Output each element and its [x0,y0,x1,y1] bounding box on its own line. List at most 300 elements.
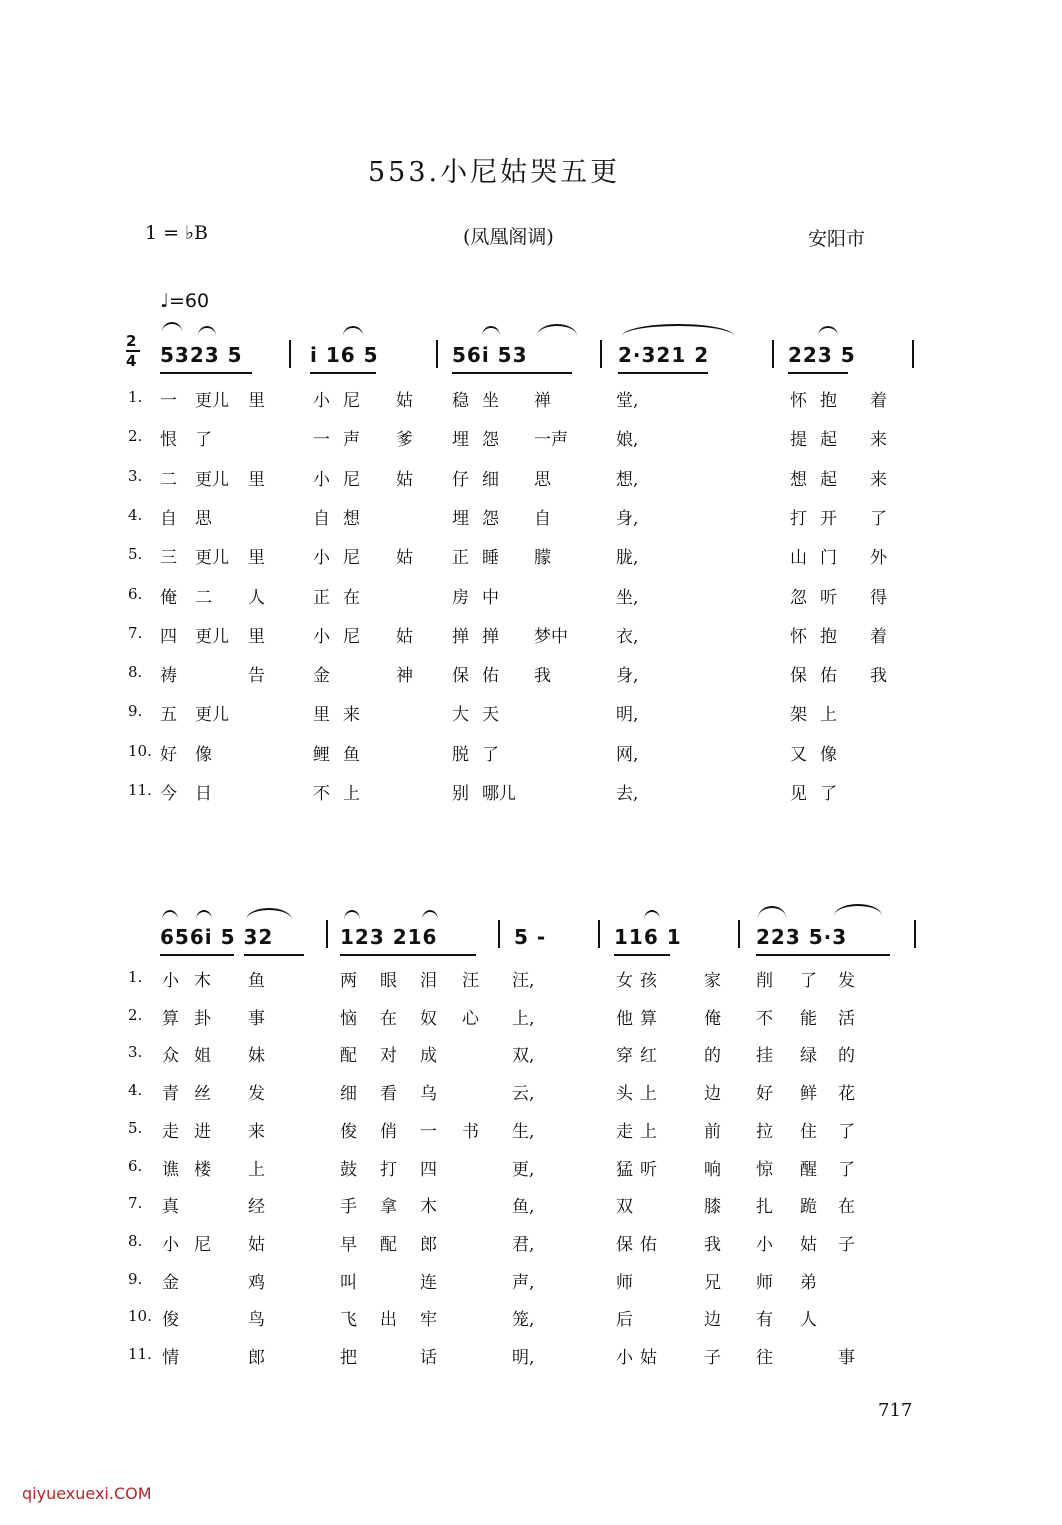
lyric-syllable: 郎 [248,1348,265,1368]
lyric-syllable: 生, [512,1121,535,1142]
lyric-syllable: 边 [704,1084,721,1105]
lyric-syllable: 卦 [194,1008,211,1029]
lyric-syllable: 算 [162,1008,179,1029]
lyric-syllable: 君, [512,1234,535,1255]
lyric-syllable: 想, [616,469,639,490]
lyric-syllable: 妹 [248,1046,265,1067]
barline [326,920,328,948]
slur [758,906,786,918]
lyric-syllable: 架 [790,705,807,726]
song-title: 553.小尼姑哭五更 [368,157,621,188]
barline [738,920,740,948]
slur [644,910,660,920]
lyric-syllable: 俊 [162,1310,179,1331]
verse-number: 1. [128,388,143,406]
verse-number: 10. [128,741,152,760]
lyric-syllable: 见 [790,784,807,804]
lyric-syllable: 起 [820,469,837,490]
lyric-syllable: 弟 [800,1272,817,1293]
lyric-syllable: 姑 [800,1234,817,1255]
lyric-syllable: 三 [160,548,177,569]
lyric-syllable: 睡 [482,548,499,569]
lyric-syllable: 边 [704,1310,721,1331]
lyric-syllable: 掸 [452,626,469,647]
lyric-syllable: 中 [482,587,499,608]
lyric-syllable: 朦 [534,548,551,569]
lyric-syllable: 打 [380,1159,397,1180]
lyric-syllable: 看 [380,1084,397,1105]
measure-3: 56i 53 [452,343,528,367]
lyric-syllable: 鼓 [340,1159,357,1180]
lyric-syllable: 了 [820,784,837,804]
lyric-syllable: 猛 [616,1159,633,1180]
lyric-syllable: 子 [838,1234,855,1255]
lyric-syllable: 算 [640,1008,657,1029]
lyric-syllable: 爹 [396,430,413,451]
lyric-syllable: 房 [452,587,469,608]
lyric-syllable: 细 [340,1084,357,1105]
lyric-syllable: 发 [838,971,855,991]
verse-number: 6. [128,584,143,603]
lyric-syllable: 打 [790,508,807,529]
lyric-syllable: 小 [162,1234,179,1255]
lyric-syllable: 佑 [640,1234,657,1255]
key-signature: 1 = ♭B [145,222,209,244]
lyric-syllable: 鸟 [248,1310,265,1331]
lyric-syllable: 情 [162,1348,179,1368]
lyric-syllable: 网, [616,744,639,765]
lyric-syllable: 兄 [704,1272,721,1293]
lyric-syllable: 牢 [420,1310,437,1331]
lyric-syllable: 思 [195,508,212,529]
lyric-syllable: 抱 [820,626,837,647]
lyric-syllable: 真 [162,1197,179,1218]
beam [452,372,572,374]
lyric-syllable: 佑 [820,666,837,687]
lyric-syllable: 小 [616,1348,633,1368]
lyric-syllable: 笼, [512,1310,535,1331]
verse-number: 3. [128,466,143,485]
lyric-syllable: 早 [340,1234,357,1255]
lyric-syllable: 有 [756,1310,773,1331]
lyric-syllable: 上 [640,1121,657,1142]
slur [162,322,182,332]
lyric-syllable: 大 [452,705,469,726]
beam [160,954,234,956]
lyric-syllable: 里 [248,391,265,411]
lyric-syllable: 眼 [380,971,397,991]
lyric-syllable: 我 [870,666,887,687]
lyric-syllable: 花 [838,1084,855,1105]
measure-9: 116 1 [614,925,682,949]
lyric-syllable: 提 [790,430,807,451]
lyric-syllable: 怀 [790,391,807,411]
lyric-syllable: 小 [313,626,330,647]
lyric-syllable: 里 [313,705,330,726]
verse-number: 2. [128,1005,143,1024]
lyric-syllable: 起 [820,430,837,451]
lyric-syllable: 家 [704,971,721,991]
lyric-syllable: 在 [343,587,360,608]
tie [622,324,734,336]
measure-6: 656i 5 32 [160,925,274,949]
barline [772,340,774,368]
lyric-syllable: 尼 [194,1234,211,1255]
lyric-syllable: 四 [420,1159,437,1180]
lyric-syllable: 尼 [343,469,360,490]
lyric-syllable: 保 [616,1234,633,1255]
lyric-syllable: 走 [616,1121,633,1142]
lyric-syllable: 穿 [616,1046,633,1067]
lyric-syllable: 姑 [396,391,413,411]
lyric-syllable: 双, [512,1046,535,1067]
lyric-syllable: 怨 [482,430,499,451]
lyric-syllable: 话 [420,1348,437,1368]
lyric-syllable: 掸 [482,626,499,647]
measure-4: 2·321 2 [618,343,710,367]
lyric-syllable: 身, [616,508,639,529]
lyric-syllable: 绿 [800,1046,817,1067]
lyric-syllable: 恨 [160,430,177,451]
lyric-syllable: 更儿 [195,626,229,647]
lyric-syllable: 配 [340,1046,357,1067]
lyric-syllable: 在 [838,1197,855,1218]
lyric-syllable: 的 [838,1046,855,1067]
lyric-syllable: 我 [704,1234,721,1255]
lyric-syllable: 乌 [420,1084,437,1105]
lyric-syllable: 小 [313,391,330,411]
lyric-syllable: 来 [870,430,887,451]
verse-number: 1. [128,968,143,986]
lyric-syllable: 鸡 [248,1272,265,1293]
lyric-syllable: 一 [313,430,330,451]
lyric-syllable: 奴 [420,1008,437,1029]
measure-7: 123 216 [340,925,438,949]
beam [244,954,304,956]
barline [600,340,602,368]
lyric-syllable: 鱼 [343,744,360,765]
lyric-syllable: 坐, [616,587,639,608]
lyric-syllable: 红 [640,1046,657,1067]
lyric-syllable: 门 [820,548,837,569]
barline [914,920,916,948]
verse-number: 6. [128,1156,143,1175]
lyric-syllable: 配 [380,1234,397,1255]
lyric-syllable: 外 [870,548,887,569]
lyric-syllable: 梦中 [534,626,568,647]
lyric-syllable: 不 [756,1008,773,1029]
lyric-syllable: 脱 [452,744,469,765]
verse-number: 2. [128,427,143,446]
time-signature-bottom: 4 [126,352,138,370]
beam [340,954,476,956]
lyric-syllable: 鱼 [248,971,265,991]
lyric-syllable: 金 [162,1272,179,1293]
beam [618,372,708,374]
lyric-syllable: 更儿 [195,548,229,569]
lyric-syllable: 拉 [756,1121,773,1142]
lyric-syllable: 小 [756,1234,773,1255]
lyric-syllable: 别 [452,784,469,804]
beam [614,954,670,956]
barline [498,920,500,948]
lyric-syllable: 保 [452,666,469,687]
page-number: 717 [878,1400,913,1421]
lyric-syllable: 拿 [380,1197,397,1218]
lyric-syllable: 他 [616,1008,633,1029]
lyric-syllable: 了 [870,508,887,529]
lyric-syllable: 开 [820,508,837,529]
measure-5: 223 5 [788,343,856,367]
lyric-syllable: 更儿 [195,469,229,490]
lyric-syllable: 醒 [800,1159,817,1180]
lyric-syllable: 事 [248,1008,265,1029]
lyric-syllable: 扎 [756,1197,773,1218]
lyric-syllable: 自 [160,508,177,529]
lyric-syllable: 把 [340,1348,357,1368]
lyric-syllable: 声, [512,1272,535,1293]
lyric-syllable: 木 [420,1197,437,1218]
lyric-syllable: 了 [838,1159,855,1180]
lyric-syllable: 又 [790,744,807,765]
watermark: qiyuexuexi.COM [22,1484,152,1503]
lyric-syllable: 一 [420,1121,437,1142]
verse-number: 4. [128,505,143,524]
lyric-syllable: 哪儿 [482,784,516,804]
lyric-syllable: 禅 [534,391,551,411]
lyric-syllable: 膝 [704,1197,721,1218]
verse-number: 4. [128,1081,143,1100]
lyric-syllable: 今 [160,784,177,804]
lyric-syllable: 里 [248,469,265,490]
lyric-syllable: 小 [313,548,330,569]
lyric-syllable: 思 [534,469,551,490]
lyric-syllable: 手 [340,1197,357,1218]
lyric-syllable: 怨 [482,508,499,529]
lyric-syllable: 听 [820,587,837,608]
lyric-syllable: 住 [800,1121,817,1142]
lyric-syllable: 得 [870,587,887,608]
lyric-syllable: 好 [756,1084,773,1105]
lyric-syllable: 明, [512,1348,535,1368]
lyric-syllable: 走 [162,1121,179,1142]
tempo-mark: ♩=60 [160,290,210,312]
lyric-syllable: 汪, [512,971,535,991]
lyric-syllable: 木 [194,971,211,991]
lyric-syllable: 小 [313,469,330,490]
lyric-syllable: 鲤 [313,744,330,765]
lyric-syllable: 丝 [194,1084,211,1105]
lyric-syllable: 四 [160,626,177,647]
lyric-syllable: 惊 [756,1159,773,1180]
verse-number: 8. [128,1231,143,1250]
lyric-syllable: 更儿 [195,705,229,726]
lyric-syllable: 埋 [452,508,469,529]
lyric-syllable: 佑 [482,666,499,687]
lyric-syllable: 堂, [616,391,639,411]
lyric-syllable: 上, [512,1008,535,1029]
lyric-syllable: 云, [512,1084,535,1105]
lyric-syllable: 连 [420,1272,437,1293]
lyric-syllable: 娘, [616,430,639,451]
lyric-syllable: 师 [756,1272,773,1293]
lyric-syllable: 我 [534,666,551,687]
lyric-syllable: 汪 [462,971,479,991]
lyric-syllable: 抱 [820,391,837,411]
measure-1: 5323 5 [160,343,243,367]
time-signature-top: 2 [126,332,138,350]
lyric-syllable: 俺 [704,1008,721,1029]
lyric-syllable: 女 [616,971,633,991]
lyric-syllable: 衣, [616,626,639,647]
barline [289,340,291,368]
slur [834,904,882,916]
lyric-syllable: 上 [640,1084,657,1105]
measure-10: 223 5·3 [756,925,848,949]
lyric-syllable: 众 [162,1046,179,1067]
verse-number: 10. [128,1307,152,1326]
verse-number: 3. [128,1043,143,1062]
lyric-syllable: 想 [343,508,360,529]
lyric-syllable: 忽 [790,587,807,608]
barline [598,920,600,948]
lyric-syllable: 日 [195,784,212,804]
lyric-syllable: 成 [420,1046,437,1067]
slur [162,910,178,920]
beam [788,372,848,374]
lyric-syllable: 了 [195,430,212,451]
lyric-syllable: 着 [870,626,887,647]
lyric-syllable: 好 [160,744,177,765]
lyric-syllable: 往 [756,1348,773,1368]
verse-number: 5. [128,545,143,564]
lyric-syllable: 怀 [790,626,807,647]
verse-number: 9. [128,702,143,721]
lyric-syllable: 上 [343,784,360,804]
lyric-syllable: 俊 [340,1121,357,1142]
lyric-syllable: 来 [870,469,887,490]
lyric-syllable: 恼 [340,1008,357,1029]
slur [198,326,216,336]
lyric-syllable: 埋 [452,430,469,451]
slur [482,326,500,336]
lyric-syllable: 姑 [396,548,413,569]
lyric-syllable: 姐 [194,1046,211,1067]
lyric-syllable: 山 [790,548,807,569]
lyric-syllable: 两 [340,971,357,991]
lyric-syllable: 谯 [162,1159,179,1180]
measure-8: 5 - [514,925,547,949]
beam [310,372,376,374]
lyric-syllable: 活 [838,1008,855,1029]
beam [160,372,252,374]
lyric-syllable: 听 [640,1159,657,1180]
measure-2: i 16 5 [310,343,379,367]
lyric-syllable: 来 [343,705,360,726]
lyric-syllable: 师 [616,1272,633,1293]
verse-number: 8. [128,663,143,682]
lyric-syllable: 心 [462,1008,479,1029]
lyric-syllable: 的 [704,1046,721,1067]
lyric-syllable: 保 [790,666,807,687]
lyric-syllable: 上 [248,1159,265,1180]
barline [912,340,914,368]
lyric-syllable: 正 [452,548,469,569]
lyric-syllable: 姑 [640,1348,657,1368]
lyric-syllable: 了 [482,744,499,765]
lyric-syllable: 来 [248,1121,265,1142]
lyric-syllable: 出 [380,1310,397,1331]
lyric-syllable: 里 [248,626,265,647]
slur [344,910,360,920]
lyric-syllable: 削 [756,971,773,991]
lyric-syllable: 去, [616,784,639,804]
lyric-syllable: 正 [313,587,330,608]
lyric-syllable: 姑 [396,626,413,647]
lyric-syllable: 仔 [452,469,469,490]
lyric-syllable: 郎 [420,1234,437,1255]
lyric-syllable: 在 [380,1008,397,1029]
lyric-syllable: 头 [616,1084,633,1105]
slur [196,910,212,920]
lyric-syllable: 鲜 [800,1084,817,1105]
lyric-syllable: 俏 [380,1121,397,1142]
lyric-syllable: 经 [248,1197,265,1218]
lyric-syllable: 自 [534,508,551,529]
beam [756,954,890,956]
lyric-syllable: 二 [160,469,177,490]
barline [436,340,438,368]
lyric-syllable: 尼 [343,626,360,647]
lyric-syllable: 后 [616,1310,633,1331]
slur [537,324,577,336]
lyric-syllable: 自 [313,508,330,529]
lyric-syllable: 天 [482,705,499,726]
lyric-syllable: 子 [704,1348,721,1368]
lyric-syllable: 金 [313,666,330,687]
lyric-syllable: 了 [838,1121,855,1142]
lyric-syllable: 青 [162,1084,179,1105]
lyric-syllable: 告 [248,666,265,687]
lyric-syllable: 不 [313,784,330,804]
lyric-syllable: 小 [162,971,179,991]
lyric-syllable: 着 [870,391,887,411]
lyric-syllable: 楼 [194,1159,211,1180]
lyric-syllable: 飞 [340,1310,357,1331]
lyric-syllable: 二 [195,587,212,608]
lyric-syllable: 前 [704,1121,721,1142]
lyric-syllable: 明, [616,705,639,726]
lyric-syllable: 响 [704,1159,721,1180]
lyric-syllable: 尼 [343,548,360,569]
slur [818,326,838,336]
lyric-syllable: 人 [800,1310,817,1331]
lyric-syllable: 声 [343,430,360,451]
lyric-syllable: 了 [800,971,817,991]
lyric-syllable: 叫 [340,1272,357,1293]
lyric-syllable: 姑 [248,1234,265,1255]
lyric-syllable: 俺 [160,587,177,608]
lyric-syllable: 鱼, [512,1197,535,1218]
lyric-syllable: 想 [790,469,807,490]
region: 安阳市 [808,228,866,250]
lyric-syllable: 祷 [160,666,177,687]
lyric-syllable: 胧, [616,548,639,569]
lyric-syllable: 人 [248,587,265,608]
lyric-syllable: 发 [248,1084,265,1105]
lyric-syllable: 尼 [343,391,360,411]
verse-number: 7. [128,1194,143,1213]
